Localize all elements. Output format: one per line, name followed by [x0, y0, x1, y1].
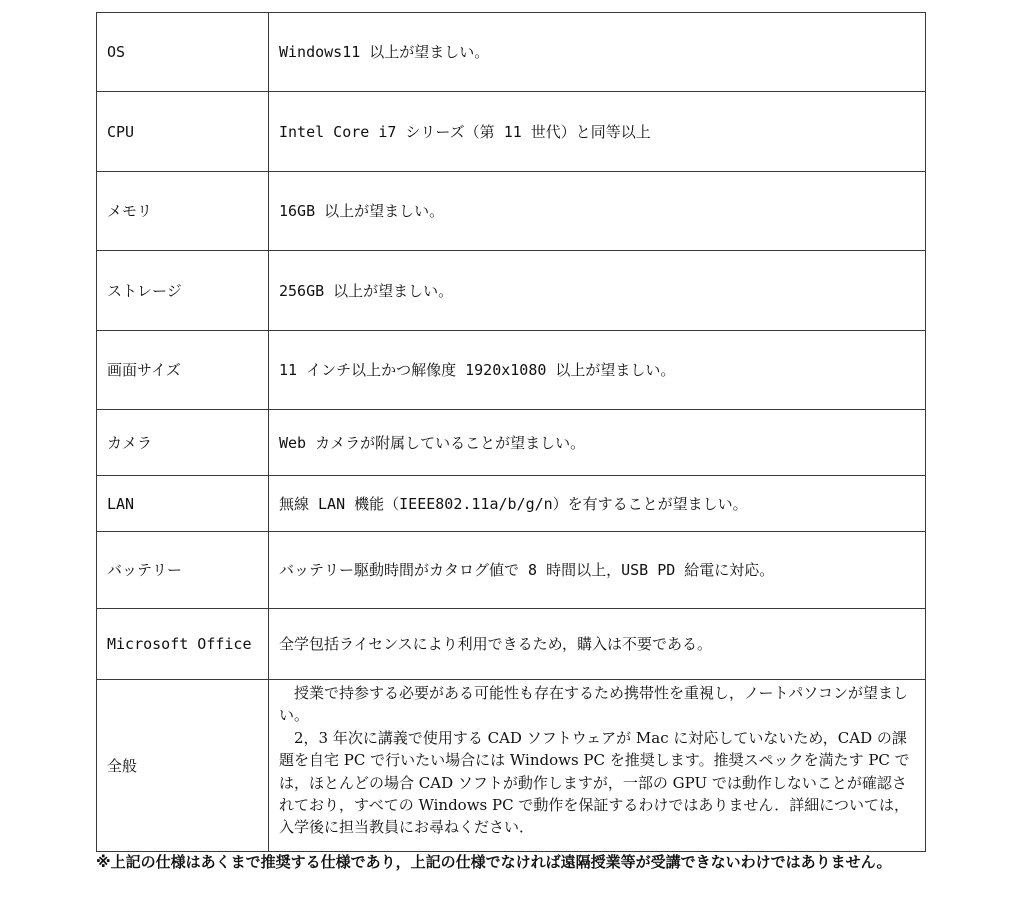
spec-value: 256GB 以上が望ましい。	[269, 251, 926, 331]
spec-label: Microsoft Office	[97, 609, 269, 680]
spec-value: Windows11 以上が望ましい。	[269, 13, 926, 92]
spec-row-memory	[97, 172, 926, 251]
spec-row-storage	[97, 251, 926, 331]
spec-value: 無線 LAN 機能（IEEE802.11a/b/g/n）を有することが望ましい。	[269, 476, 926, 532]
spec-label: OS	[97, 13, 269, 92]
spec-row-os	[97, 13, 926, 92]
spec-row-general	[97, 680, 926, 852]
footnote: ※上記の仕様はあくまで推奨する仕様であり，上記の仕様でなければ遠隔授業等が受講できないわけではありません。	[96, 853, 892, 871]
spec-value: Web カメラが附属していることが望ましい。	[269, 410, 926, 476]
spec-row-screen	[97, 331, 926, 410]
spec-value: バッテリー駆動時間がカタログ値で 8 時間以上，USB PD 給電に対応。	[269, 532, 926, 609]
spec-value: Intel Core i7 シリーズ（第 11 世代）と同等以上	[269, 92, 926, 172]
spec-row-camera	[97, 410, 926, 476]
spec-row-cpu	[97, 92, 926, 172]
spec-value: 16GB 以上が望ましい。	[269, 172, 926, 251]
general-paragraph: 授業で持参する必要がある可能性も存在するため携帯性を重視し，ノートパソコンが望ましい。	[279, 684, 908, 725]
spec-label: 画面サイズ	[97, 331, 269, 410]
spec-label: ストレージ	[97, 251, 269, 331]
spec-row-office	[97, 609, 926, 680]
spec-row-battery	[97, 532, 926, 609]
general-paragraph: 2，3 年次に講義で使用する CAD ソフトウェアが Mac に対応していないため，CAD の課題を自宅 PC で行いたい場合には Windows PC を推奨します。推奨スペックを満たす PC では，ほとんどの場合 CAD ソフトが動作しますが，一部の GPU では動作しないことが確認されており，すべての Windows PC で動作を保証するわけではありません．詳細については，入学後に担当教員にお尋ねください．	[279, 728, 910, 837]
spec-label: メモリ	[97, 172, 269, 251]
pc-spec-table	[96, 12, 926, 852]
spec-value: 11 インチ以上かつ解像度 1920x1080 以上が望ましい。	[269, 331, 926, 410]
spec-label: LAN	[97, 476, 269, 532]
general-notes	[269, 680, 926, 852]
spec-label: 全般	[97, 680, 269, 852]
spec-row-lan	[97, 476, 926, 532]
spec-label: カメラ	[97, 410, 269, 476]
spec-label: バッテリー	[97, 532, 269, 609]
spec-value: 全学包括ライセンスにより利用できるため，購入は不要である。	[269, 609, 926, 680]
spec-label: CPU	[97, 92, 269, 172]
